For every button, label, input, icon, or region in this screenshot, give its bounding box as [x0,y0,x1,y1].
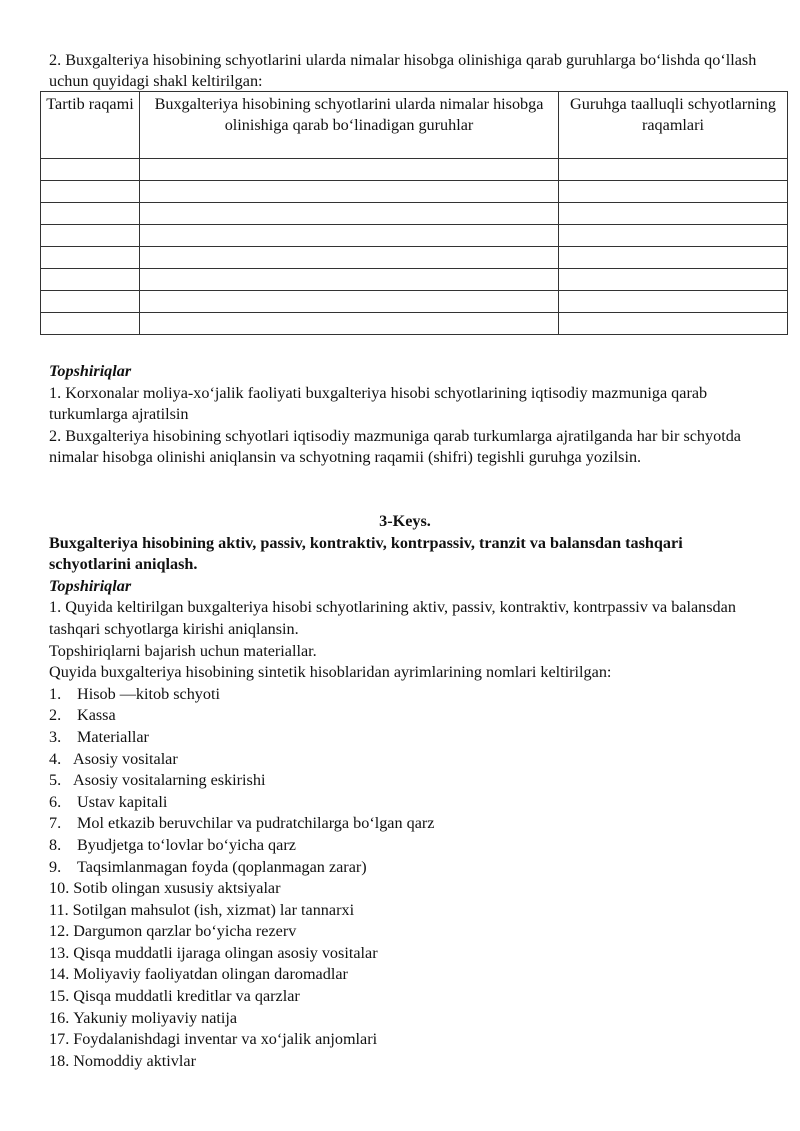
table-row [41,203,788,225]
list-item-text: Materiallar [77,727,149,746]
case-section [49,511,761,1072]
list-item [49,727,761,749]
list-item-number: 17. [49,1030,70,1049]
table-row [41,225,788,247]
list-item-number: 16. [49,1008,70,1027]
case-subtitle: Buxgalteriya hisobining aktiv, passiv, kontraktiv, kontrpassiv, tranzit va balansdan tashqari schyotlarini aniqlash. [49,533,683,574]
list-item-number: 7. [49,814,62,833]
table-body [41,159,788,335]
list-item-text: Moliyaviy faoliyatdan olingan daromadlar [73,965,348,984]
list-item-number: 9. [49,857,62,876]
list-item [49,705,761,727]
list-item-number: 2. [49,706,62,725]
header-order-number: Tartib raqami [41,92,140,159]
list-item-text: Foydalanishdagi inventar va xo‘jalik anjomlari [73,1030,378,1049]
list-item-number: 13. [49,943,70,962]
table-cell [140,313,559,335]
list-item [49,749,761,771]
list-item [49,1008,761,1030]
list-item-text: Yakuniy moliyaviy natija [73,1008,238,1027]
table-row [41,313,788,335]
list-item-number: 10. [49,879,70,898]
list-item-text: Mol etkazib beruvchilar va pudratchilarga bo‘lgan qarz [77,814,435,833]
list-intro: Quyida buxgalteriya hisobining sintetik hisoblaridan ayrimlarining nomlari keltirilgan: [49,663,612,682]
table-cell [559,247,788,269]
list-item-text: Sotilgan mahsulot (ish, xizmat) lar tannarxi [72,900,355,919]
list-item-number: 6. [49,792,62,811]
table-cell [41,269,140,291]
table-cell [41,203,140,225]
list-item [49,857,761,879]
list-item-number: 18. [49,1051,70,1070]
table-cell [559,225,788,247]
table-cell [140,247,559,269]
list-item [49,964,761,986]
list-item [49,684,761,706]
list-item-text: Kassa [77,706,116,725]
list-item [49,900,761,922]
table-cell [559,291,788,313]
table-cell [140,159,559,181]
table-row [41,291,788,313]
table-header-row [41,92,788,159]
list-item [49,770,761,792]
task-item: 2. Buxgalteriya hisobining schyotlari iqtisodiy mazmuniga qarab turkumlarga ajratilganda har bir schyotda nimalar hisobga olinishi aniqlansin va schyotning raqamii (shifri) tegishli guruhga yozilsin. [49,426,741,467]
list-item-text: Dargumon qarzlar bo‘yicha rezerv [73,922,297,941]
list-item [49,813,761,835]
list-item-number: 11. [49,900,69,919]
list-item-number: 12. [49,922,70,941]
table-cell [559,181,788,203]
list-item [49,878,761,900]
tasks-section [49,361,761,469]
list-item-number: 5. [49,771,62,790]
list-item-text: Sotib olingan xususiy aktsiyalar [73,879,281,898]
list-item-text: Hisob —kitob schyoti [77,684,220,703]
list-item-text: Byudjetga to‘lovlar bo‘yicha qarz [77,835,296,854]
list-item-number: 14. [49,965,70,984]
list-item-text: Asosiy vositalarning eskirishi [73,771,266,790]
table-cell [140,225,559,247]
header-groups: Buxgalteriya hisobining schyotlarini ularda nimalar hisobga olinishiga qarab bo‘linadigan guruhlar [140,92,559,159]
table-cell [41,247,140,269]
table-row [41,159,788,181]
list-item-text: Taqsimlanmagan foyda (qoplanmagan zarar) [77,857,367,876]
table-row [41,269,788,291]
intro-paragraph: 2. Buxgalteriya hisobining schyotlarini ularda nimalar hisobga olinishiga qarab guruhlarga bo‘lishda qo‘llash uchun quyidagi shakl keltirilgan: [49,51,757,90]
table-cell [559,159,788,181]
list-item [49,943,761,965]
table-cell [41,159,140,181]
table-cell [41,225,140,247]
list-item-number: 4. [49,749,62,768]
groups-table [40,91,788,335]
list-item [49,835,761,857]
table-row [41,181,788,203]
table-cell [41,291,140,313]
table-cell [140,181,559,203]
case-tasks-heading: Topshiriqlar [49,576,132,595]
table-cell [559,203,788,225]
list-item-text: Ustav kapitali [77,792,168,811]
list-item [49,1029,761,1051]
table-cell [140,269,559,291]
list-item [49,1051,761,1073]
task-item: 1. Korxonalar moliya-xo‘jalik faoliyati buxgalteriya hisobi schyotlarining iqtisodiy mazmuniga qarab turkumlarga ajratilsin [49,383,708,424]
header-account-numbers: Guruhga taalluqli schyotlarning raqamlari [559,92,788,159]
table-cell [41,181,140,203]
list-item-text: Qisqa muddatli ijaraga olingan asosiy vositalar [73,943,378,962]
list-item-text: Asosiy vositalar [73,749,178,768]
table-row [41,247,788,269]
case-task: 1. Quyida keltirilgan buxgalteriya hisobi schyotlarining aktiv, passiv, kontraktiv, kontrpassiv va balansdan tashqari schyotlarga kirishi aniqlansin. [49,598,736,638]
list-item-number: 3. [49,727,62,746]
table-cell [140,203,559,225]
table-cell [559,313,788,335]
list-item [49,792,761,814]
list-item-text: Nomoddiy aktivlar [73,1051,196,1070]
list-item-number: 15. [49,987,70,1006]
list-item [49,986,761,1008]
table-cell [140,291,559,313]
accounts-list [49,684,761,1073]
table-cell [559,269,788,291]
materials-line: Topshiriqlarni bajarish uchun materiallar. [49,641,317,660]
list-item-text: Qisqa muddatli kreditlar va qarzlar [73,987,300,1006]
table-cell [41,313,140,335]
list-item-number: 8. [49,835,62,854]
list-item [49,921,761,943]
case-title: 3-Keys. [379,512,431,530]
list-item-number: 1. [49,684,62,703]
tasks-heading: Topshiriqlar [49,362,132,380]
